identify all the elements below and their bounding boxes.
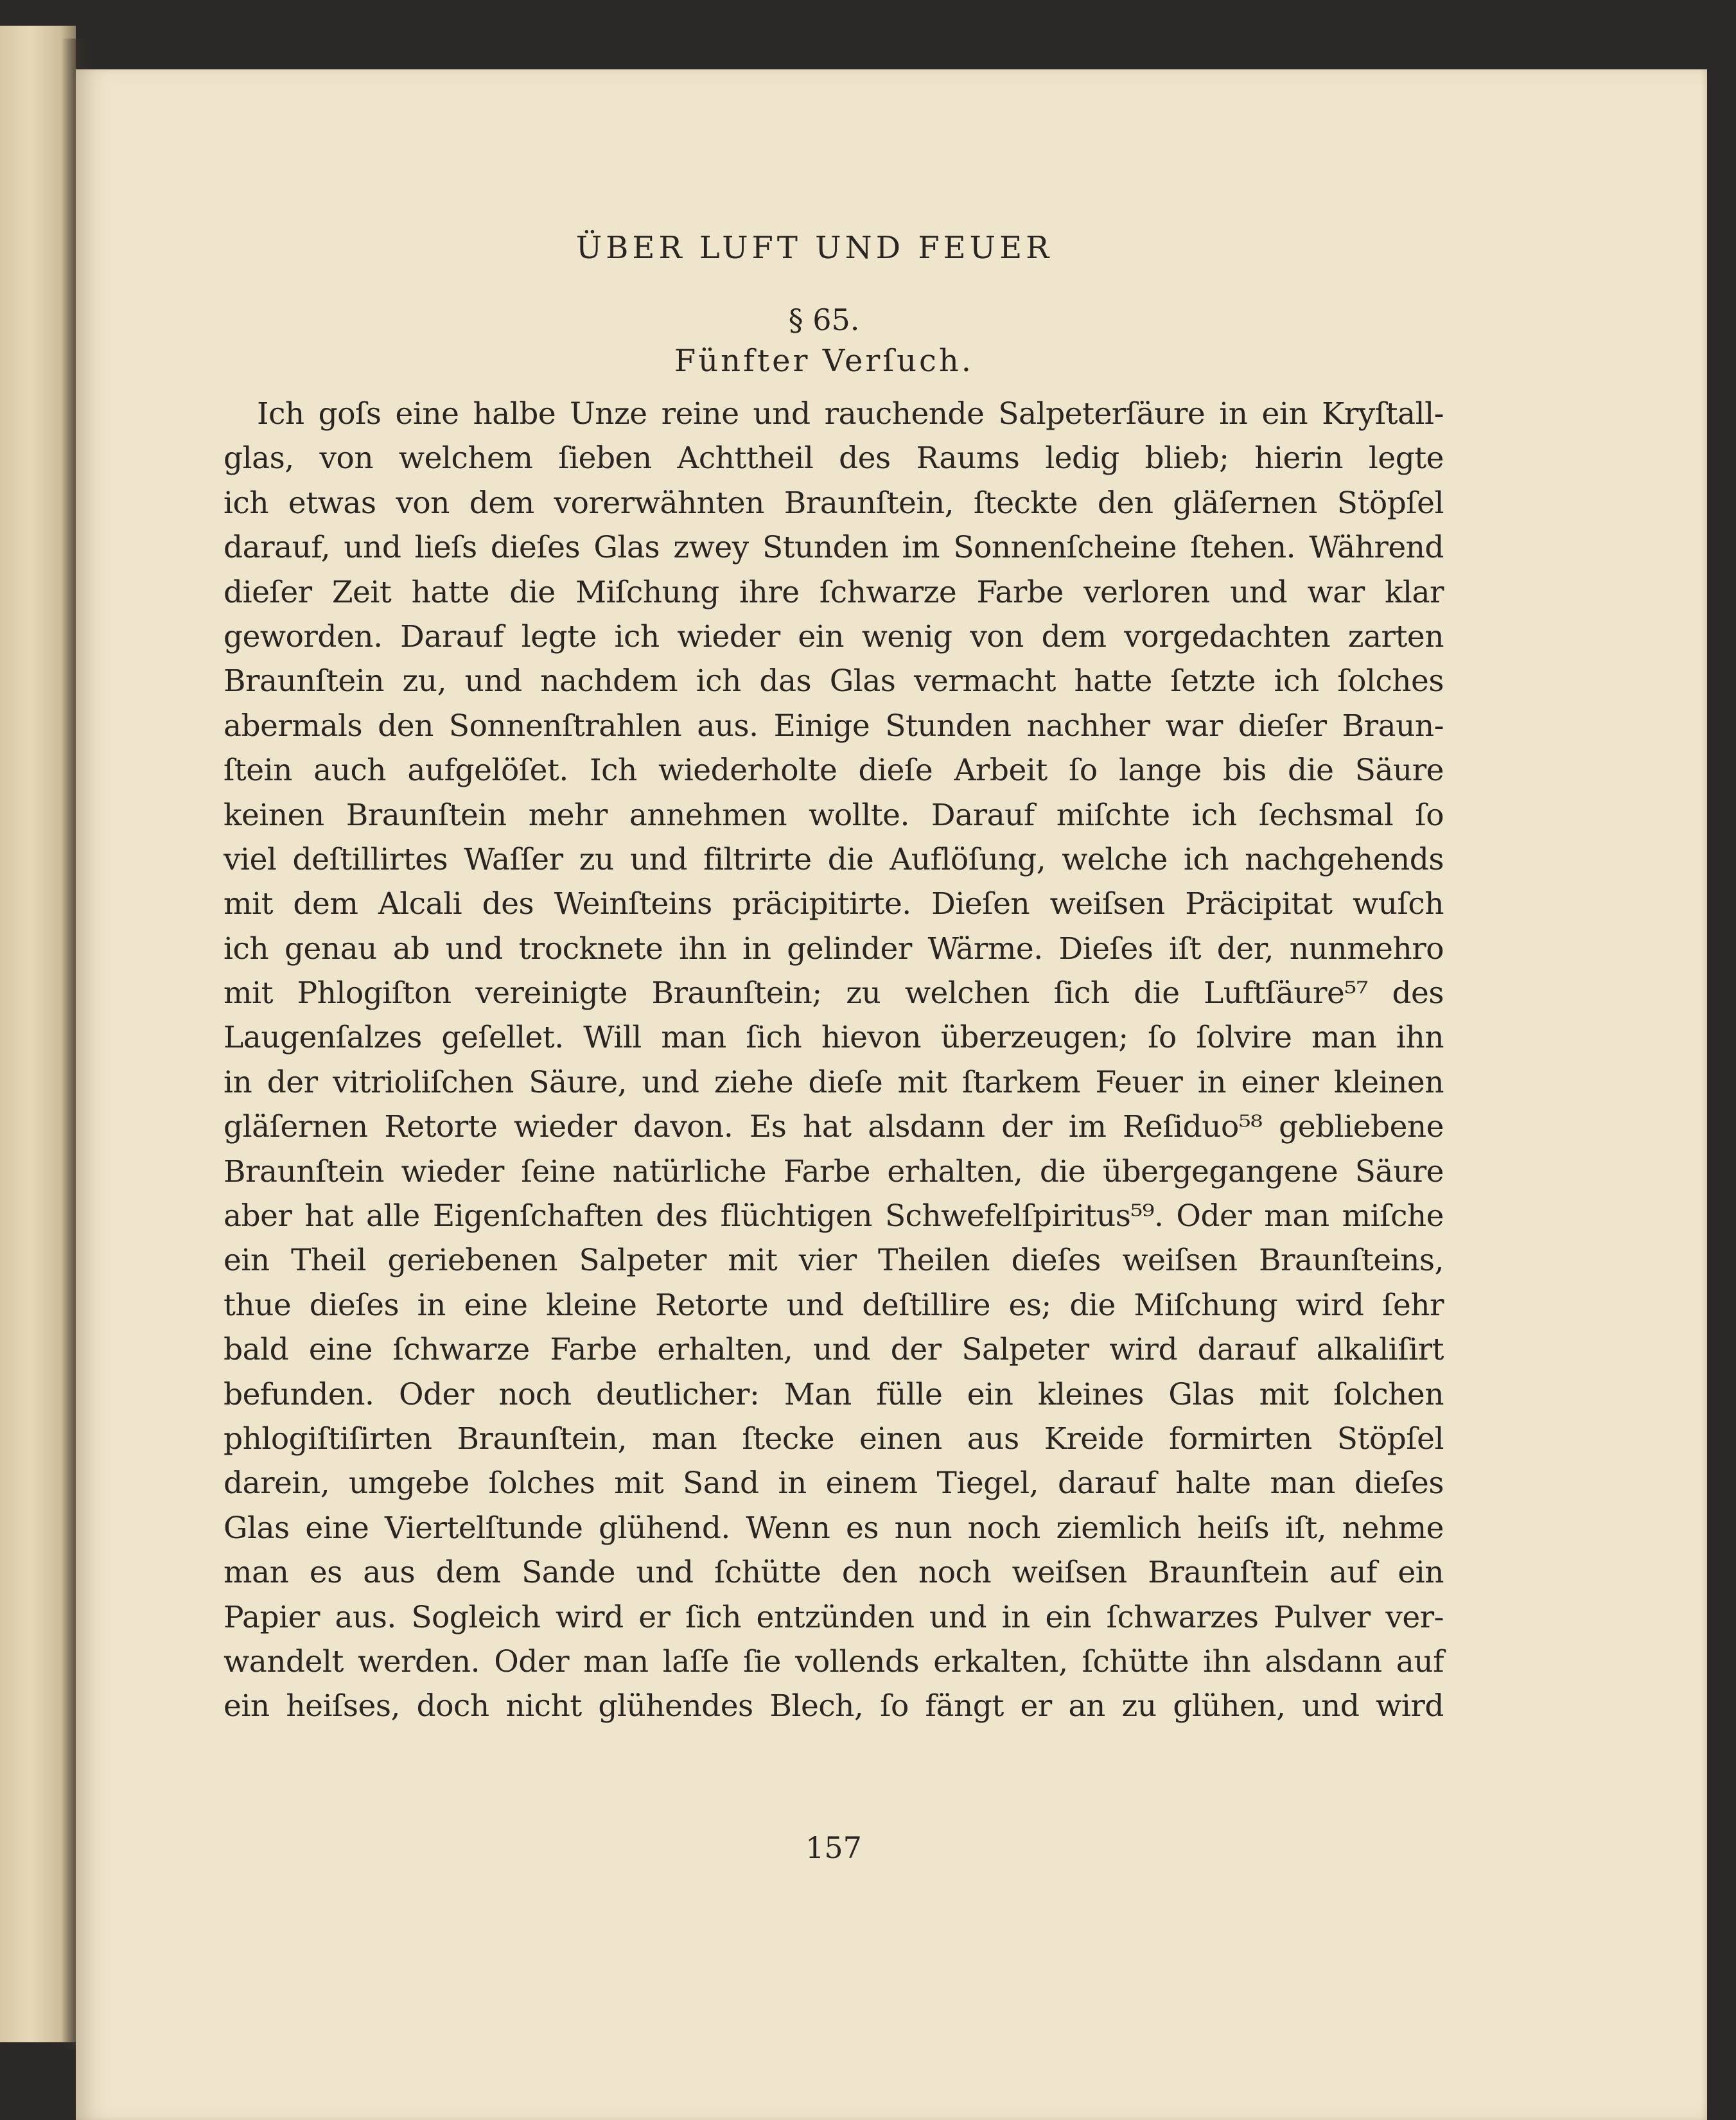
text-line: darein, umgebe ſolches mit Sand in einem Tiegel, darauf halte man dieſes bbox=[224, 1466, 1444, 1502]
text-line: abermals den Sonnenſtrahlen aus. Einige Stunden nachher war dieſer Braun- bbox=[224, 708, 1444, 744]
text-line: Glas eine Viertelſtunde glühend. Wenn es nun noch ziemlich heiſs iſt, nehme bbox=[224, 1510, 1444, 1546]
text-line: ich genau ab und trocknete ihn in gelinder Wärme. Dieſes iſt der, nunmehro bbox=[224, 931, 1444, 967]
page-number: 157 bbox=[805, 1830, 862, 1865]
text-line: ich etwas von dem vorerwähnten Braunſtein, ſteckte den gläſernen Stöpſel bbox=[224, 485, 1444, 521]
section-title: Fünfter Verſuch. bbox=[674, 343, 974, 379]
text-line: viel deſtillirtes Waſſer zu und filtrirte die Auflöſung, welche ich nachgehends bbox=[224, 841, 1444, 877]
text-line: gläſernen Retorte wieder davon. Es hat alsdann der im Reſiduo⁵⁸ gebliebene bbox=[224, 1109, 1444, 1145]
text-line: befunden. Oder noch deutlicher: Man fülle ein kleines Glas mit ſolchen bbox=[224, 1376, 1444, 1412]
text-line: Laugenſalzes geſellet. Will man ſich hievon überzeugen; ſo ſolvire man ihn bbox=[224, 1020, 1444, 1056]
text-line: glas, von welchem ſieben Achttheil des Raums ledig blieb; hierin legte bbox=[224, 441, 1444, 477]
text-line: mit dem Alcali des Weinſteins präcipitirte. Dieſen weiſsen Präcipitat wuſch bbox=[224, 886, 1444, 922]
section-number: § 65. bbox=[788, 302, 860, 337]
body-text bbox=[224, 392, 1444, 1729]
text-line: ſtein auch aufgelöſet. Ich wiederholte dieſe Arbeit ſo lange bis die Säure bbox=[224, 753, 1444, 789]
text-line: wandelt werden. Oder man laſſe ſie vollends erkalten, ſchütte ihn alsdann auf bbox=[224, 1643, 1444, 1679]
text-line: phlogiſtiſirten Braunſtein, man ſtecke einen aus Kreide formirten Stöpſel bbox=[224, 1421, 1444, 1457]
text-line: bald eine ſchwarze Farbe erhalten, und der Salpeter wird darauf alkaliſirt bbox=[224, 1332, 1444, 1368]
text-line: geworden. Darauf legte ich wieder ein wenig von dem vorgedachten zarten bbox=[224, 618, 1444, 654]
text-line: Ich goſs eine halbe Unze reine und rauchende Salpeterſäure in ein Kryſtall- bbox=[257, 396, 1444, 432]
text-line: aber hat alle Eigenſchaften des flüchtigen Schwefelſpiritus⁵⁹. Oder man miſche bbox=[224, 1198, 1444, 1234]
text-line: Papier aus. Sogleich wird er ſich entzünden und in ein ſchwarzes Pulver ver- bbox=[224, 1599, 1444, 1635]
text-line: in der vitrioliſchen Säure, und ziehe dieſe mit ſtarkem Feuer in einer kleinen bbox=[224, 1064, 1444, 1100]
text-line: darauf, und lieſs dieſes Glas zwey Stunden im Sonnenſcheine ſtehen. Während bbox=[224, 530, 1444, 566]
book-page bbox=[76, 69, 1707, 2120]
text-line: man es aus dem Sande und ſchütte den noch weiſsen Braunſtein auf ein bbox=[224, 1555, 1444, 1591]
page-text-block bbox=[224, 230, 1444, 1865]
text-line: dieſer Zeit hatte die Miſchung ihre ſchwarze Farbe verloren und war klar bbox=[224, 574, 1444, 610]
text-line: ein Theil geriebenen Salpeter mit vier Theilen dieſes weiſsen Braunſteins, bbox=[224, 1243, 1444, 1279]
text-line: Braunſtein zu, und nachdem ich das Glas vermacht hatte ſetzte ich ſolches bbox=[224, 663, 1444, 699]
text-line: thue dieſes in eine kleine Retorte und deſtillire es; die Miſchung wird ſehr bbox=[224, 1287, 1444, 1323]
text-line: mit Phlogiſton vereinigte Braunſtein; zu welchen ſich die Luftſäure⁵⁷ des bbox=[224, 976, 1444, 1012]
text-line: keinen Braunſtein mehr annehmen wollte. Darauf miſchte ich ſechsmal ſo bbox=[224, 797, 1444, 833]
scan-background-edge bbox=[1707, 0, 1736, 2120]
running-head: ÜBER LUFT UND FEUER bbox=[575, 230, 1053, 266]
text-line: ein heiſses, doch nicht glühendes Blech, ſo fängt er an zu glühen, und wird bbox=[224, 1688, 1444, 1724]
text-line: Braunſtein wieder ſeine natürliche Farbe erhalten, die übergegangene Säure bbox=[224, 1153, 1444, 1189]
